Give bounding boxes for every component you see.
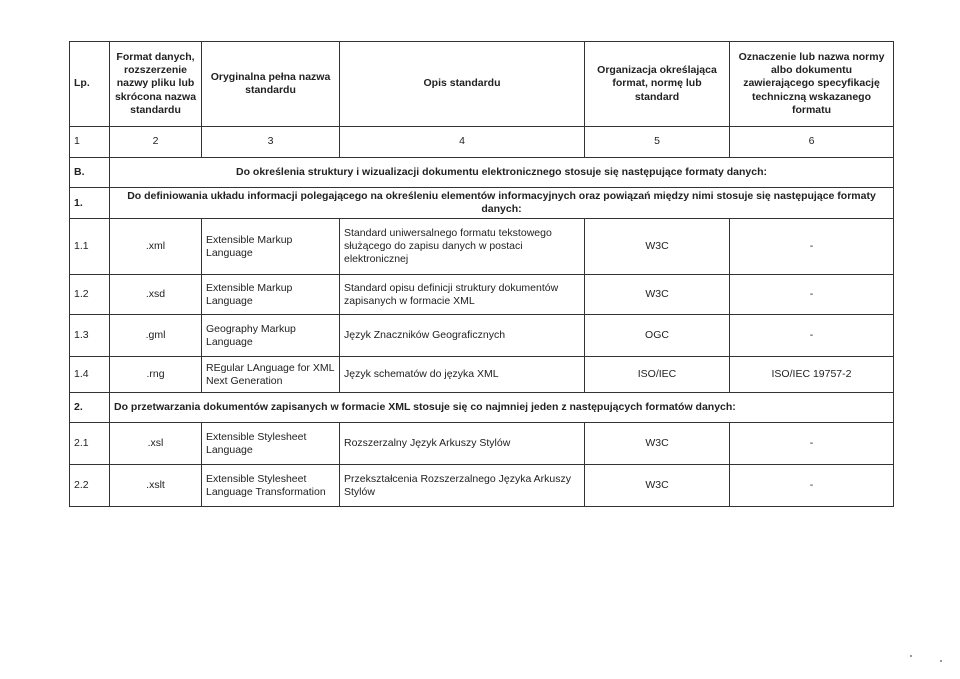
column-number: 2 [110, 127, 202, 158]
cell-lp: 2.1 [70, 423, 110, 465]
standards-table [69, 41, 894, 507]
table-row [70, 357, 894, 393]
header-row [70, 42, 894, 127]
section-b-row [70, 158, 894, 188]
section-text: Do definiowania układu informacji polegającego na określeniu elementów informacyjnych oraz powiązań między nimi stosuje się następujące formaty danych: [110, 188, 894, 219]
table-row [70, 315, 894, 357]
cell-name: Extensible Stylesheet Language Transformation [202, 465, 340, 507]
cell-org: ISO/IEC [585, 357, 730, 393]
cell-norm: ISO/IEC 19757-2 [730, 357, 894, 393]
cell-lp: 2.2 [70, 465, 110, 507]
cell-norm: - [730, 465, 894, 507]
cell-format: .xslt [110, 465, 202, 507]
cell-format: .xsd [110, 275, 202, 315]
cell-desc: Przekształcenia Rozszerzalnego Języka Arkuszy Stylów [340, 465, 585, 507]
section-1-row [70, 188, 894, 219]
header-desc: Opis standardu [340, 42, 585, 127]
cell-norm: - [730, 275, 894, 315]
cell-desc: Język Znaczników Geograficznych [340, 315, 585, 357]
cell-format: .rng [110, 357, 202, 393]
table-row [70, 275, 894, 315]
cell-norm: - [730, 219, 894, 275]
cell-name: Extensible Stylesheet Language [202, 423, 340, 465]
cell-name: Extensible Markup Language [202, 275, 340, 315]
cell-org: W3C [585, 219, 730, 275]
section-code: 1. [70, 188, 110, 219]
scan-speck [940, 660, 942, 662]
header-norm: Oznaczenie lub nazwa normy albo dokumentu zawierającego specyfikację techniczną wskazanego formatu [730, 42, 894, 127]
column-number: 1 [70, 127, 110, 158]
cell-name: REgular LAnguage for XML Next Generation [202, 357, 340, 393]
section-code: 2. [70, 393, 110, 423]
cell-norm: - [730, 423, 894, 465]
section-code: B. [70, 158, 110, 188]
cell-lp: 1.1 [70, 219, 110, 275]
column-number: 5 [585, 127, 730, 158]
cell-org: W3C [585, 423, 730, 465]
header-format: Format danych, rozszerzenie nazwy pliku lub skrócona nazwa standardu [110, 42, 202, 127]
cell-org: OGC [585, 315, 730, 357]
column-number: 3 [202, 127, 340, 158]
cell-org: W3C [585, 465, 730, 507]
section-text: Do przetwarzania dokumentów zapisanych w formacie XML stosuje się co najmniej jeden z następujących formatów danych: [110, 393, 894, 423]
cell-format: .xml [110, 219, 202, 275]
cell-lp: 1.2 [70, 275, 110, 315]
cell-format: .xsl [110, 423, 202, 465]
cell-format: .gml [110, 315, 202, 357]
cell-name: Extensible Markup Language [202, 219, 340, 275]
scan-speck [910, 655, 912, 657]
table-row [70, 465, 894, 507]
cell-desc: Standard opisu definicji struktury dokumentów zapisanych w formacie XML [340, 275, 585, 315]
table-row [70, 219, 894, 275]
cell-desc: Standard uniwersalnego formatu tekstowego służącego do zapisu danych w postaci elektronicznej [340, 219, 585, 275]
cell-desc: Rozszerzalny Język Arkuszy Stylów [340, 423, 585, 465]
header-name: Oryginalna pełna nazwa standardu [202, 42, 340, 127]
cell-lp: 1.3 [70, 315, 110, 357]
column-number-row [70, 127, 894, 158]
section-text: Do określenia struktury i wizualizacji dokumentu elektronicznego stosuje się następujące formaty danych: [110, 158, 894, 188]
cell-norm: - [730, 315, 894, 357]
header-org: Organizacja określająca format, normę lub standard [585, 42, 730, 127]
cell-desc: Język schematów do języka XML [340, 357, 585, 393]
section-2-row [70, 393, 894, 423]
table-row [70, 423, 894, 465]
cell-org: W3C [585, 275, 730, 315]
cell-lp: 1.4 [70, 357, 110, 393]
column-number: 4 [340, 127, 585, 158]
column-number: 6 [730, 127, 894, 158]
header-lp: Lp. [70, 42, 110, 127]
cell-name: Geography Markup Language [202, 315, 340, 357]
